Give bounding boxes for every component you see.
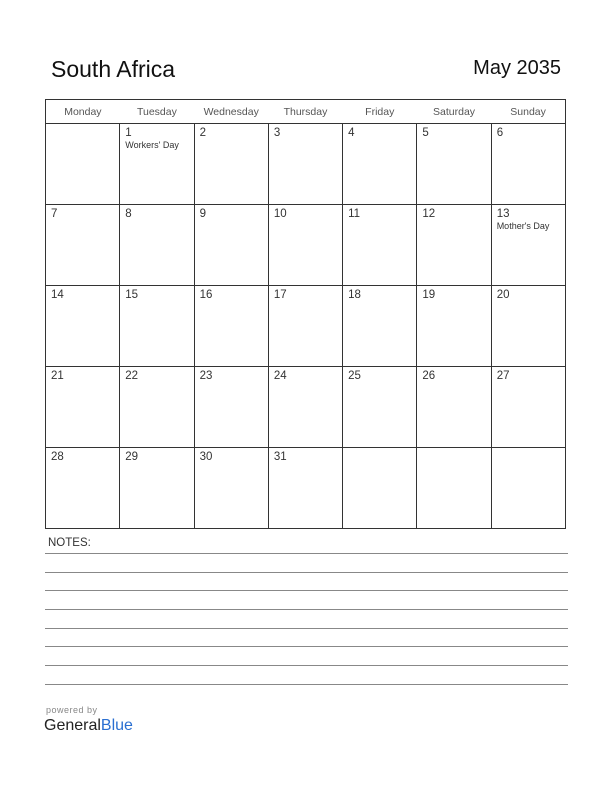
calendar-month-title: May 2035 xyxy=(473,57,561,79)
weekday-header: Tuesday xyxy=(120,100,194,124)
calendar-day-cell xyxy=(343,448,417,529)
calendar-day-cell xyxy=(417,367,491,448)
calendar-grid xyxy=(45,99,566,529)
calendar-country-title: South Africa xyxy=(51,56,176,82)
calendar-day-cell xyxy=(491,448,565,529)
day-number: 21 xyxy=(51,370,64,382)
day-number: 20 xyxy=(496,289,510,301)
calendar-week-row xyxy=(46,205,566,286)
day-number: 18 xyxy=(348,289,361,301)
calendar-day-cell xyxy=(268,448,342,529)
powered-by-text: powered by xyxy=(46,705,98,715)
weekday-header: Friday xyxy=(343,100,417,124)
calendar-day-cell xyxy=(46,448,120,529)
day-number: 11 xyxy=(348,208,361,220)
brand-general: General xyxy=(44,717,101,734)
calendar-week-row xyxy=(46,367,566,448)
day-number: 10 xyxy=(273,208,287,220)
calendar-day-cell xyxy=(417,124,491,205)
weekday-header: Monday xyxy=(46,100,120,124)
calendar-day-cell xyxy=(194,124,268,205)
day-number: 7 xyxy=(51,208,58,220)
calendar-day-cell xyxy=(343,124,417,205)
note-line xyxy=(45,646,568,647)
calendar-day-cell xyxy=(120,367,194,448)
note-line xyxy=(45,572,568,573)
note-line xyxy=(45,553,568,554)
day-number: 4 xyxy=(348,127,355,139)
note-line xyxy=(45,684,568,685)
calendar-day-cell xyxy=(268,286,342,367)
note-line xyxy=(45,590,568,591)
day-number: 31 xyxy=(273,451,287,463)
weekday-header: Wednesday xyxy=(194,100,268,124)
calendar-day-cell xyxy=(343,367,417,448)
day-number: 22 xyxy=(125,370,139,382)
generalblue-logo xyxy=(44,717,133,735)
weekday-header: Sunday xyxy=(491,100,565,124)
holiday-label: Mother's Day xyxy=(496,221,550,231)
notes-label: NOTES: xyxy=(48,537,91,549)
day-number: 16 xyxy=(199,289,213,301)
day-number: 14 xyxy=(51,289,64,301)
note-line xyxy=(45,609,568,610)
weekday-header: Saturday xyxy=(417,100,491,124)
calendar-day-cell xyxy=(268,205,342,286)
calendar-day-cell xyxy=(343,205,417,286)
calendar-day-cell xyxy=(268,367,342,448)
day-number: 25 xyxy=(348,370,361,382)
calendar-day-cell xyxy=(194,286,268,367)
day-number: 17 xyxy=(273,289,287,301)
note-line xyxy=(45,628,568,629)
weekday-header-row xyxy=(46,100,566,124)
calendar-day-cell xyxy=(194,205,268,286)
calendar-day-cell xyxy=(491,205,565,286)
calendar-day-cell xyxy=(46,124,120,205)
day-number: 19 xyxy=(422,289,436,301)
calendar-day-cell xyxy=(194,367,268,448)
note-line xyxy=(45,665,568,666)
brand-blue: Blue xyxy=(100,717,133,734)
holiday-label: Workers' Day xyxy=(125,140,179,150)
day-number: 1 xyxy=(125,127,132,139)
calendar-day-cell xyxy=(491,367,565,448)
day-number: 5 xyxy=(422,127,429,139)
calendar-day-cell xyxy=(417,286,491,367)
calendar-day-cell xyxy=(343,286,417,367)
calendar-day-cell xyxy=(194,448,268,529)
day-number: 12 xyxy=(422,208,436,220)
day-number: 15 xyxy=(125,289,139,301)
calendar-day-cell xyxy=(120,286,194,367)
calendar-week-row xyxy=(46,448,566,529)
weekday-header: Thursday xyxy=(268,100,342,124)
calendar-day-cell xyxy=(268,124,342,205)
day-number: 26 xyxy=(422,370,436,382)
day-number: 30 xyxy=(199,451,213,463)
day-number: 13 xyxy=(496,208,510,220)
calendar-day-cell xyxy=(120,205,194,286)
day-number: 6 xyxy=(496,127,504,139)
calendar-day-cell xyxy=(120,448,194,529)
calendar-day-cell xyxy=(491,124,565,205)
day-number: 8 xyxy=(125,208,132,220)
day-number: 29 xyxy=(125,451,139,463)
day-number: 24 xyxy=(273,370,287,382)
calendar-day-cell xyxy=(491,286,565,367)
day-number: 23 xyxy=(199,370,213,382)
day-number: 3 xyxy=(273,127,281,139)
calendar-day-cell xyxy=(120,124,194,205)
calendar-day-cell xyxy=(46,205,120,286)
calendar-week-row xyxy=(46,286,566,367)
calendar-week-row xyxy=(46,124,566,205)
day-number: 28 xyxy=(51,451,64,463)
calendar-day-cell xyxy=(417,448,491,529)
calendar-day-cell xyxy=(46,367,120,448)
day-number: 2 xyxy=(199,127,206,139)
calendar-day-cell xyxy=(46,286,120,367)
calendar-day-cell xyxy=(417,205,491,286)
day-number: 9 xyxy=(199,208,206,220)
day-number: 27 xyxy=(496,370,510,382)
